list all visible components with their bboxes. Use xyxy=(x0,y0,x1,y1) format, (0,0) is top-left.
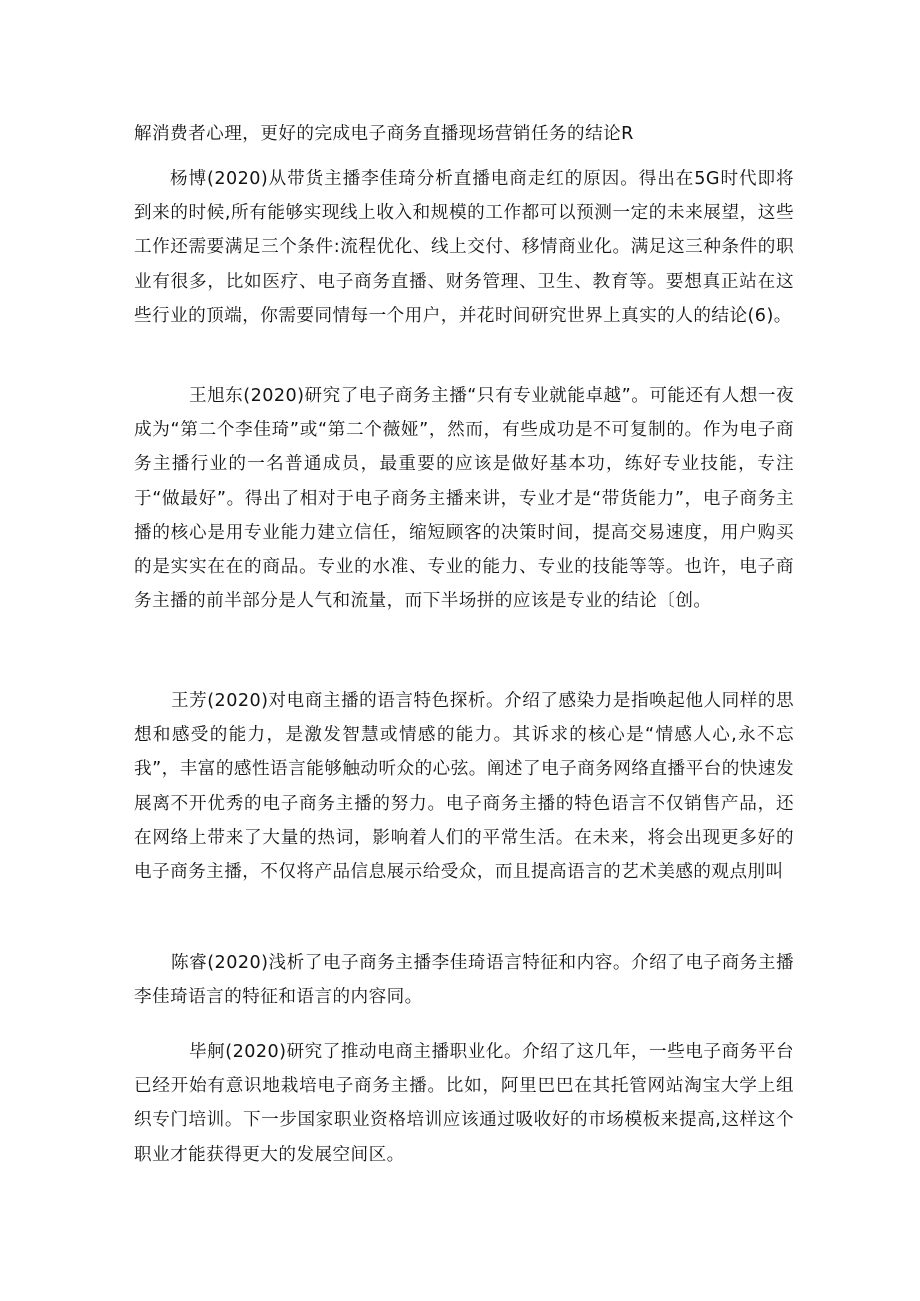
paragraph-wang-fang: 王芳(2020)对电商主播的语言特色探析。介绍了感染力是指唤起他人同样的思想和感受的能力，是激发智慧或情感的能力。其诉求的核心是“情感人心,永不忘我”，丰富的感性语言能够触动听众的心弦。阐述了电子商务网络直播平台的快速发展离不开优秀的电子商务主播的努力。电子商务主播的特色语言不仅销售产品，还在网络上带来了大量的热词，影响着人们的平常生活。在未来，将会出现更多好的电子商务主播，不仅将产品信息展示给受众，而且提高语言的艺术美感的观点刖叫 xyxy=(134,691,794,883)
paragraph-consumer-psychology: 解消费者心理，更好的完成电子商务直播现场营销任务的结论R xyxy=(134,124,634,144)
paragraph-wang-xudong: 王旭东(2020)研究了电子商务主播“只有专业就能卓越”。可能还有人想一夜成为“第二个李佳琦”或“第二个薇娅”，然而，有些成功是不可复制的。作为电子商务主播行业的一名普通成员，最重要的应该是做好基本功，练好专业技能，专注于“做最好”。得出了相对于电子商务主播来讲，专业才是“带货能力”，电子商务主播的核心是用专业能力建立信任，缩短顾客的决策时间，提高交易速度，用户购买的是实实在在的商品。专业的水准、专业的能力、专业的技能等等。也许，电子商务主播的前半部分是人气和流量，而下半场拼的应该是专业的结论〔创。 xyxy=(134,386,794,612)
paragraph-chen-rui: 陈睿(2020)浅析了电子商务主播李佳琦语言特征和内容。介绍了电子商务主播李佳琦语言的特征和语言的内容同。 xyxy=(134,953,794,1008)
paragraph-bi-ge: 毕舸(2020)研究了推动电商主播职业化。介绍了这几年，一些电子商务平台已经开始有意识地栽培电子商务主播。比如，阿里巴巴在其托管网站淘宝大学上组织专门培训。下一步国家职业资格培训应该通过吸收好的市场模板来提高,这样这个职业才能获得更大的发展空间区。 xyxy=(134,1042,794,1165)
paragraph-yang-bo: 杨博(2020)从带货主播李佳琦分析直播电商走红的原因。得出在5G时代即将到来的时候,所有能够实现线上收入和规模的工作都可以预测一定的未来展望，这些工作还需要满足三个条件:流程优化、线上交付、移情商业化。满足这三种条件的职业有很多，比如医疗、电子商务直播、财务管理、卫生、教育等。要想真正站在这些行业的顶端，你需要同情每一个用户，并花时间研究世界上真实的人的结论(6)。 xyxy=(134,169,794,326)
